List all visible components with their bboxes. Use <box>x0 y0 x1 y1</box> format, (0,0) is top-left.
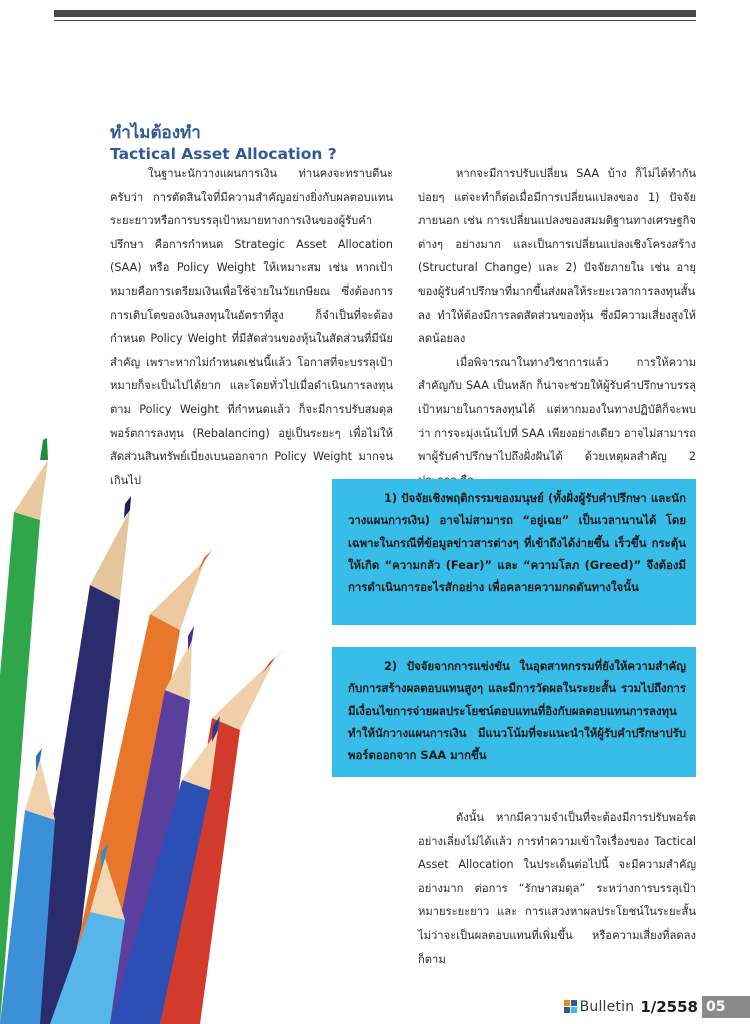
article-title: ทำไมต้องทำ <box>110 123 201 143</box>
page-footer <box>564 996 750 1018</box>
header-rule-thick <box>54 10 696 17</box>
right-column <box>418 162 696 492</box>
colored-pencils-image <box>0 400 300 1024</box>
right-paragraph-2: เมื่อพิจารณาในทางวิชาการแล้ว การให้ความสำคัญกับ SAA เป็นหลัก ก็น่าจะช่วยให้ผู้รับคำปรึกษาบรรลุเป้าหมายในการลงทุนได้ แต่หากมองในทางปฏิบัติก็จะพบว่า การจะมุ่งเน้นไปที่ SAA เพียงอย่างเดียว อาจไม่สามารถพาผู้รับคำปรึกษาไปถึงฝั่งฝันได้ ด้วยเหตุผลสำคัญ 2 <box>418 355 696 464</box>
bulletin-logo-icon <box>564 1000 578 1014</box>
right-paragraph-1: หากจะมีการปรับเปลี่ยน SAA บ้าง ก็ไม่ได้ทำกันบ่อยๆ แต่จะทำก็ต่อเมื่อมีการเปลี่ยนแปลงของ 1) ปัจจัยภายนอก เช่น การเปลี่ยนแปลงของสมมติฐานทางเศรษฐกิจต่างๆ อย่างมาก และเป็นการเปลี่ยนแปลงเชิงโครงสร้าง (Structural Change) และ 2) ปัจจัยภายใน เช่น อายุ ของผู้รับคำปรึกษาที่มากขึ้นส่งผลให้ระยะเวลาการลงทุนสั้นลง ทำให้ต้องมีการลดสัดส่วนของหุ้น ซึ่งมีความเสี่ยงสูงให้ลดน้อยลง <box>418 167 696 346</box>
callout-text-2: 2) ปัจจัยจากการแข่งขัน ในอุตสาหกรรมที่ยังให้ความสำคัญกับการสร้างผลตอบแทนสูงๆ และมีการวัดผลในระยะสั้น รวมไปถึงการมีเงื่อนไขการจ่ายผลประโยชน์ตอบแทนที่อิงกับผลตอบแทนการลงทุน ทำให้นักวางแผนการเงิน มีแนวโน้มที่จะแนะนำให้ผู้รับคำปรึกษาปรับพอร์ตออกจาก SAA มากขึ้น <box>348 659 686 763</box>
callout-box-2 <box>332 647 696 777</box>
left-paragraph-1: ในฐานะนักวางแผนการเงิน ท่านคงจะทราบดีนะครับว่า การตัดสินใจที่มีความสำคัญอย่างยิ่งกับผลตอบแทนระยะยาวหรือการบรรลุเป้าหมายทางการเงินของผู้รับคำปรึกษา คือการกำหนด Strategic Asset Allocation (SAA) หรือ Policy Weight ให้เหมาะสม เช่น หากเป้าหมายคือการเตรียมเงินเพื่อใช้จ่ายในวัยเกษียณ ซึ่งต้องการการเติบโตของเงินลงทุนในอัตราที่สูง ก็จำเป็นที่จะต้องกำหนด Policy Weight ที่มีสัดส่วนของหุ้นในสัดส่วนที่มีนัยสำคัญ เพราะหากไม่กำหนดเช่นนี้แล้ว โอกาสที่จะบรรลุเป้าหมายก็จะเป็นไปได้ยาก และโดยทั่วไปเมื่อดำเนินการลงทุนตาม Policy Weight ที่กำหนดแล้ว ก็จะมีการปรับสมดุลพอร์ตการลงทุน (Rebalancing) อยู่เป็นระยะๆ เพื่อไม่ให้สัดส่วนสินทรัพย์เบี่ยงเบนออกจาก Policy Weight มากจนเกินไป <box>110 167 393 487</box>
callout-box-1 <box>332 479 696 625</box>
article-subtitle: Tactical Asset Allocation ? <box>110 145 337 163</box>
bottom-column <box>418 806 696 971</box>
publication-name: Bulletin <box>579 999 635 1015</box>
page-number: 05 <box>702 996 750 1018</box>
issue-number: 1/2558 <box>640 998 698 1016</box>
header-rule-thin <box>54 20 696 21</box>
callout-text-1: 1) ปัจจัยเชิงพฤติกรรมของมนุษย์ (ทั้งฝั่งผู้รับคำปรึกษา และนักวางแผนการเงิน) อาจไม่สามารถ “อยู่เฉย” เป็นเวลานานได้ โดยเฉพาะในกรณีที่ข้อมูลข่าวสารต่างๆ ที่เข้าถึงได้ง่ายขึ้น เร็วขึ้น กระตุ้นให้เกิด “ความกลัว (Fear)” และ “ความโลภ (Greed)” จึงต้องมีการดำเนินการอะไรสักอย่าง เพื่อคลายความกดดันทางใจนั้น <box>348 491 686 595</box>
bottom-paragraph-1: ดังนั้น หากมีความจำเป็นที่จะต้องมีการปรับพอร์ตอย่างเลี่ยงไม่ได้แล้ว การทำความเข้าใจเรื่องของ Tactical Asset Allocation ในประเด็นต่อไปนี้ จะมีความสำคัญอย่างมาก ต่อการ “รักษาสมดุล” ระหว่างการบรรลุเป้าหมายระยะยาว และ การแสวงหาผลประโยชน์ในระยะสั้น ไม่ว่าจะเป็นผลตอบแทนที่เพิ่มขึ้น หรือความเสี่ยงที่ลดลงก็ตาม <box>418 811 696 966</box>
